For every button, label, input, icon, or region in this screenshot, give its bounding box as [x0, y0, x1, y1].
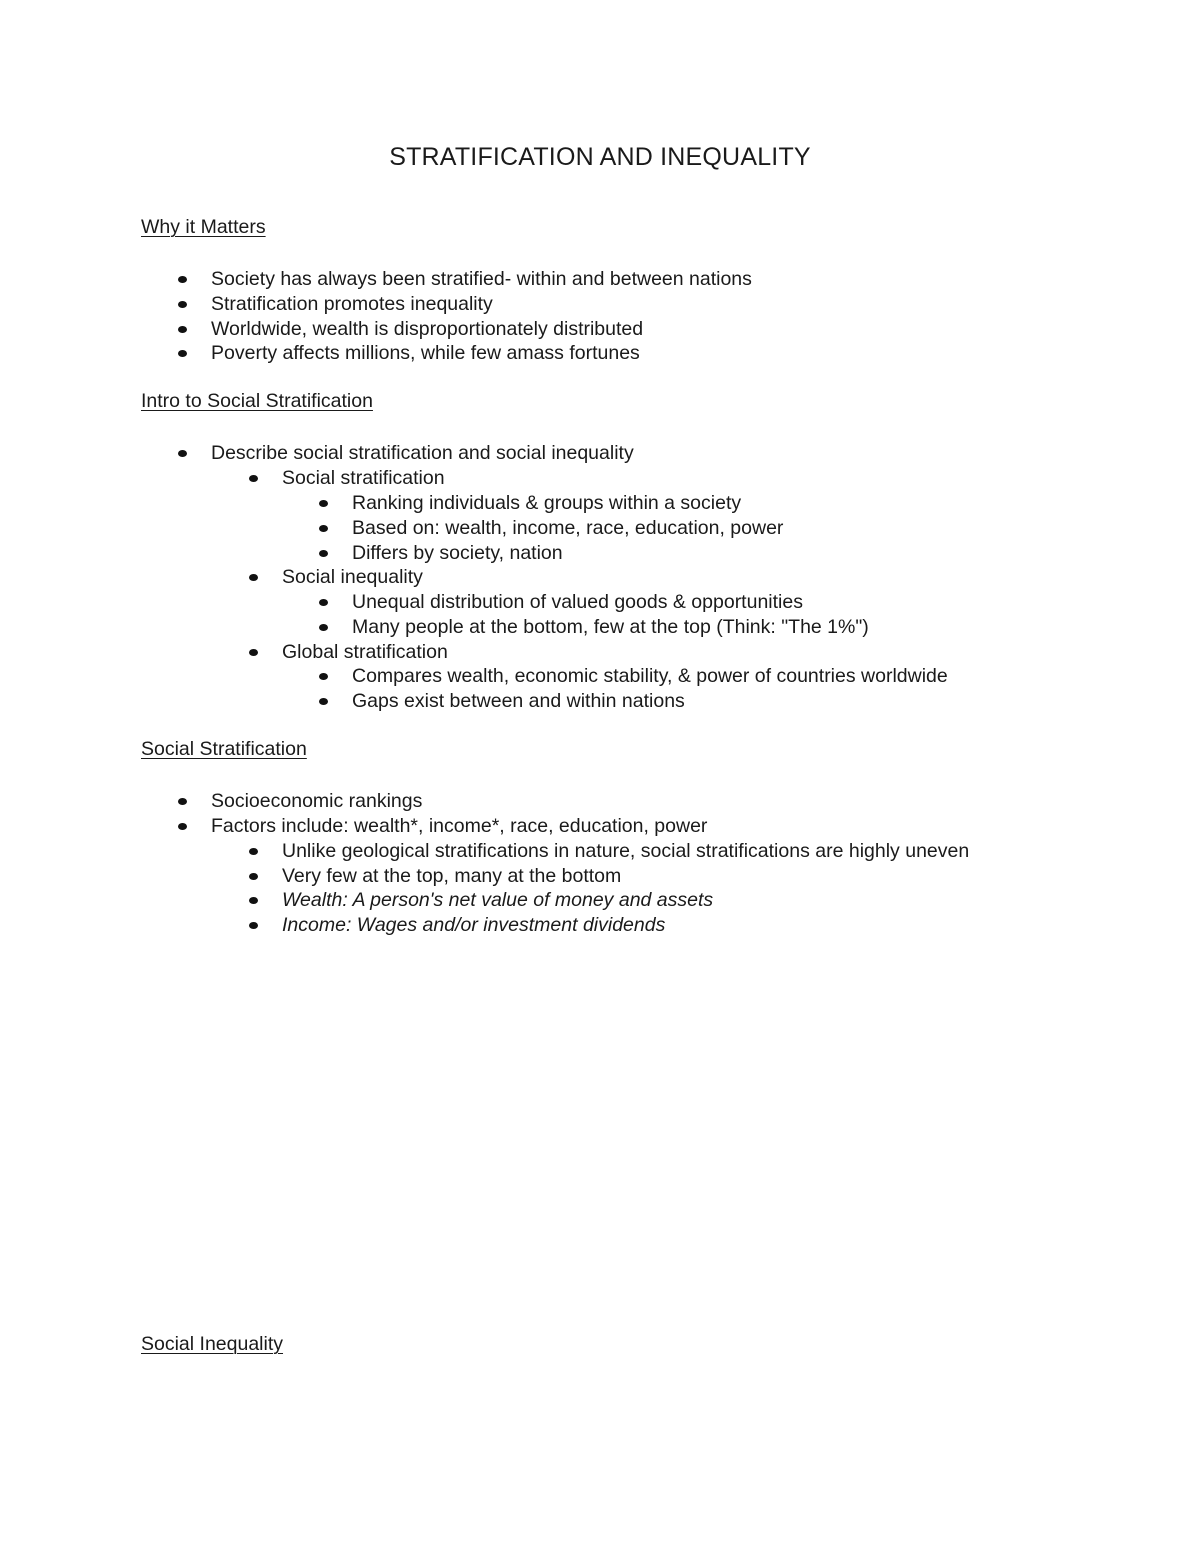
list-item: Many people at the bottom, few at the top (Think: "The 1%"): [352, 615, 869, 639]
bullet-icon: [249, 873, 258, 880]
list-item: Social inequality: [282, 565, 423, 589]
list-item: Society has always been stratified- within and between nations: [211, 267, 752, 291]
list-item: Unlike geological stratifications in nature, social stratifications are highly uneven: [282, 839, 969, 863]
bullet-icon: [319, 500, 328, 507]
bullet-icon: [249, 574, 258, 581]
bullet-icon: [249, 475, 258, 482]
document-title: STRATIFICATION AND INEQUALITY: [389, 143, 811, 171]
bullet-icon: [249, 897, 258, 904]
bullet-icon: [178, 326, 187, 333]
bullet-icon: [319, 599, 328, 606]
list-item-definition-wealth: Wealth: A person's net value of money and assets: [282, 888, 713, 912]
bullet-icon: [319, 673, 328, 680]
section-heading-why-it-matters: Why it Matters: [141, 216, 266, 238]
list-item: Ranking individuals & groups within a society: [352, 491, 741, 515]
list-item: Based on: wealth, income, race, education, power: [352, 516, 783, 540]
bullet-icon: [249, 649, 258, 656]
bullet-icon: [319, 698, 328, 705]
list-item: Worldwide, wealth is disproportionately distributed: [211, 317, 643, 341]
bullet-icon: [249, 922, 258, 929]
list-item: Describe social stratification and social inequality: [211, 441, 634, 465]
list-item: Poverty affects millions, while few amass fortunes: [211, 341, 640, 365]
bullet-icon: [178, 301, 187, 308]
list-item: Very few at the top, many at the bottom: [282, 864, 621, 888]
list-item: Unequal distribution of valued goods & opportunities: [352, 590, 803, 614]
list-item: Global stratification: [282, 640, 448, 664]
list-item-definition-income: Income: Wages and/or investment dividends: [282, 913, 665, 937]
bullet-icon: [319, 525, 328, 532]
bullet-icon: [319, 624, 328, 631]
section-heading-social-inequality: Social Inequality: [141, 1333, 284, 1355]
bullet-icon: [319, 550, 328, 557]
bullet-icon: [178, 450, 187, 457]
bullet-icon: [249, 848, 258, 855]
section-heading-intro-to-social-stratification: Intro to Social Stratification: [141, 390, 373, 412]
bullet-icon: [178, 350, 187, 357]
bullet-icon: [178, 823, 187, 830]
list-item: Gaps exist between and within nations: [352, 689, 685, 713]
list-item: Stratification promotes inequality: [211, 292, 493, 316]
bullet-icon: [178, 276, 187, 283]
section-heading-social-stratification: Social Stratification: [141, 738, 307, 760]
list-item: Social stratification: [282, 466, 445, 490]
list-item: Differs by society, nation: [352, 541, 563, 565]
list-item: Compares wealth, economic stability, & power of countries worldwide: [352, 664, 948, 688]
list-item: Factors include: wealth*, income*, race, education, power: [211, 814, 707, 838]
bullet-icon: [178, 798, 187, 805]
list-item: Socioeconomic rankings: [211, 789, 422, 813]
